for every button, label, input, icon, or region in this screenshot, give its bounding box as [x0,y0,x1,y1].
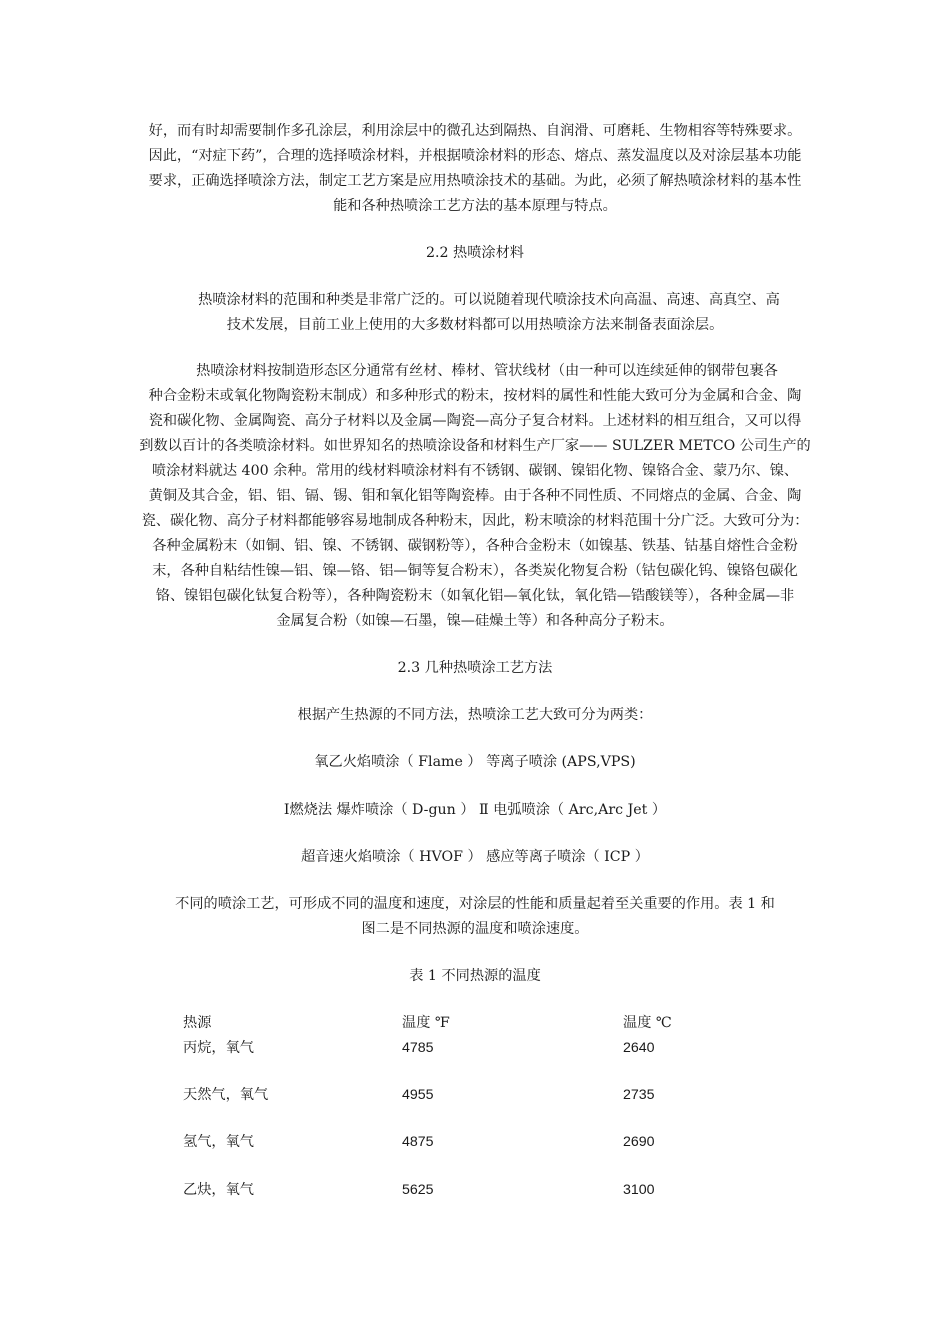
section-2-3-para-line-2: 图二是不同热源的温度和喷涂速度。 [361,921,589,937]
section-2-2-para2-line-10: 铬、镍铝包碳化钛复合粉等），各种陶瓷粉末（如氧化铝—氧化钛，氧化锆—锆酸镁等），各种金属—非 [155,588,795,604]
section-2-2-para2-line-4: 到数以百计的各类喷涂材料。如世界知名的热喷涂设备和材料生产厂家—— SULZER METCO 公司生产的 [139,438,811,454]
intro-line-2: 因此，“对症下药”，合理的选择喷涂材料，并根据喷涂材料的形态、熔点、蒸发温度以及对涂层基本功能 [148,148,802,164]
intro-line-3: 要求，正确选择喷涂方法，制定工艺方案是应用热喷涂技术的基础。为此，必须了解热喷涂材料的基本性 [148,173,802,189]
section-2-2-para2-line-11: 金属复合粉（如镍—石墨，镍—硅燥土等）和各种高分子粉末。 [276,613,674,629]
table-cell-celsius: 2735 [623,1087,655,1103]
table-caption: 表 1 不同热源的温度 [409,968,541,984]
table-cell-celsius: 2640 [623,1040,655,1056]
section-2-2-para2-line-3: 瓷和碳化物、金属陶瓷、高分子材料以及金属—陶瓷—高分子复合材料。上述材料的相互组合，又可以得 [148,413,802,429]
method-line-1: 氧乙火焰喷涂（ Flame ） 等离子喷涂 (APS,VPS) [314,754,636,770]
section-2-2-para1-line-2: 技术发展，目前工业上使用的大多数材料都可以用热喷涂方法来制备表面涂层。 [226,317,724,333]
table-cell-fahrenheit: 4875 [402,1134,434,1150]
section-2-2-para2-line-9: 末，各种自粘结性镍—铝、镍—铬、铝—铜等复合粉末），各类炭化物复合粉（钴包碳化钨、镍铬包碳化 [152,563,798,579]
table-cell-fahrenheit: 5625 [402,1182,434,1198]
section-2-2-para2-line-6: 黄铜及其合金，铝、铝、镉、锡、钼和氧化铝等陶瓷棒。由于各种不同性质、不同熔点的金属、合金、陶 [148,488,802,504]
section-2-2-para1-line-1: 热喷涂材料的范围和种类是非常广泛的。可以说随着现代喷涂技术向高温、高速、高真空、高 [198,292,780,308]
table-cell-celsius: 2690 [623,1134,655,1150]
section-2-2-para2-line-2: 种合金粉末或氧化物陶瓷粉末制成）和多种形式的粉末，按材料的属性和性能大致可分为金属和合金、陶 [148,388,802,404]
section-2-3-intro: 根据产生热源的不同方法，热喷涂工艺大致可分为两类： [297,707,653,723]
table-header-cell: 热源 [183,1015,212,1031]
section-2-3-heading: 2.3 几种热喷涂工艺方法 [397,660,553,676]
section-2-2-para2-line-8: 各种金属粉末（如铜、铝、镍、不锈钢、碳钢粉等），各种合金粉末（如镍基、铁基、钴基自熔性合金粉 [152,538,798,554]
section-2-2-heading: 2.2 热喷涂材料 [425,245,524,261]
table-cell-source: 丙烷，氧气 [183,1040,254,1056]
section-2-3-para-line-1: 不同的喷涂工艺，可形成不同的温度和速度，对涂层的性能和质量起着至关重要的作用。表 1 和 [175,896,775,912]
table-cell-fahrenheit: 4785 [402,1040,434,1056]
method-line-2: Ⅰ燃烧法 爆炸喷涂（ D-gun ） Ⅱ 电弧喷涂（ Arc,Arc Jet ） [283,802,667,818]
table-cell-celsius: 3100 [623,1182,655,1198]
section-2-2-para2-line-1: 热喷涂材料按制造形态区分通常有丝材、棒材、管状线材（由一种可以连续延伸的钢带包裹各 [196,363,778,379]
table-header-cell: 温度 ℉ [402,1015,450,1031]
table-cell-source: 乙炔，氧气 [183,1182,254,1198]
intro-line-4: 能和各种热喷涂工艺方法的基本原理与特点。 [333,198,617,214]
table-cell-source: 氢气，氧气 [183,1134,254,1150]
section-2-2-para2-line-5: 喷涂材料就达 400 余种。常用的线材料喷涂材料有不锈钢、碳钢、镍铝化物、镍铬合金、蒙乃尔、镍、 [151,463,799,479]
table-cell-fahrenheit: 4955 [402,1087,434,1103]
method-line-3: 超音速火焰喷涂（ HVOF ） 感应等离子喷涂（ ICP ） [301,849,649,865]
intro-line-1: 好，而有时却需要制作多孔涂层，利用涂层中的微孔达到隔热、自润滑、可磨耗、生物相容等特殊要求。 [148,123,802,139]
table-cell-source: 天然气，氧气 [183,1087,269,1103]
section-2-2-para2-line-7: 瓷、碳化物、高分子材料都能够容易地制成各种粉末，因此，粉末喷涂的材料范围十分广泛。大致可分为： [141,513,809,529]
table-header-cell: 温度 ℃ [623,1015,672,1031]
